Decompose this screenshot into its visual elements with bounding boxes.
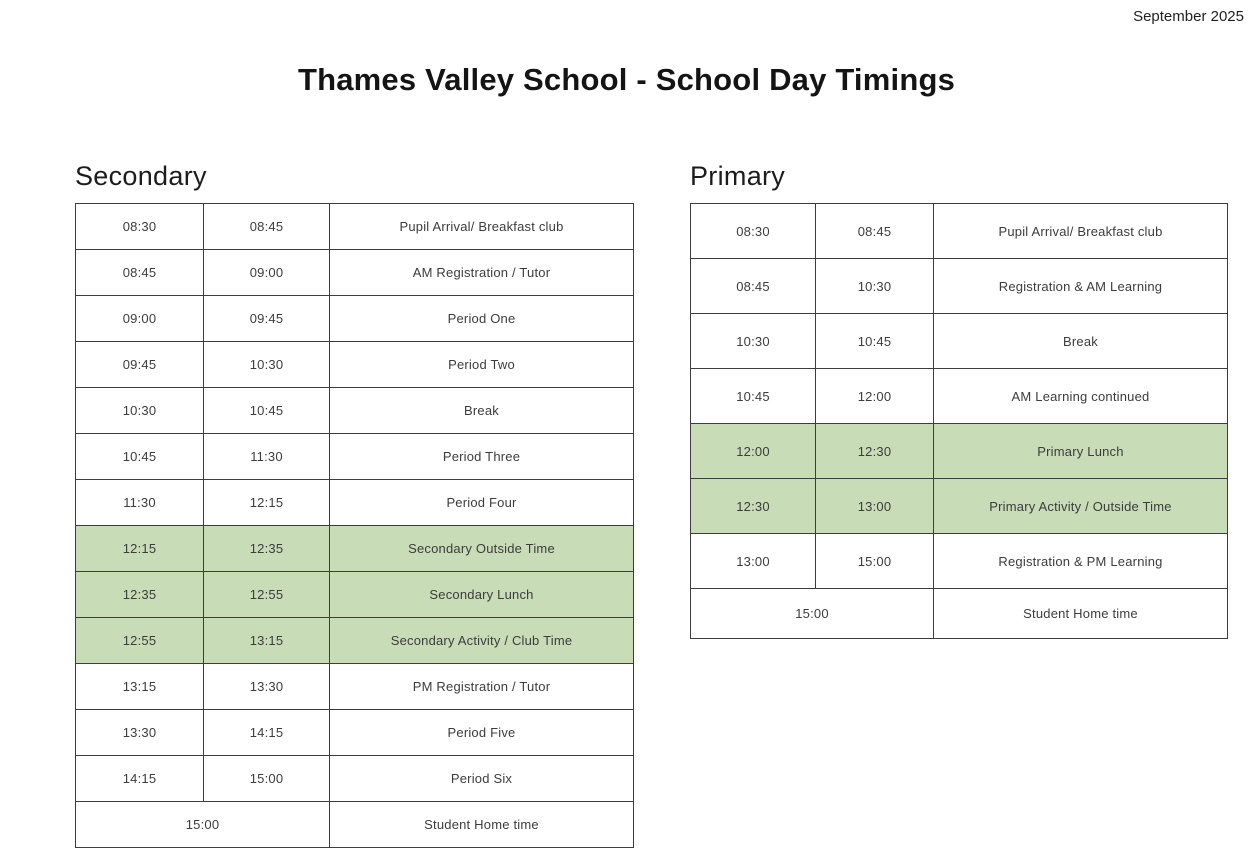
activity-cell: Period Five: [330, 710, 634, 756]
end-time-cell: 15:00: [816, 534, 934, 589]
end-time-cell: 10:45: [816, 314, 934, 369]
end-time-cell: 10:30: [816, 259, 934, 314]
end-time-cell: 08:45: [204, 204, 330, 250]
end-time-cell: 12:55: [204, 572, 330, 618]
table-row: [691, 204, 1228, 259]
activity-cell: Secondary Outside Time: [330, 526, 634, 572]
start-time-cell: 12:00: [691, 424, 816, 479]
start-time-cell: 13:30: [76, 710, 204, 756]
end-time-cell: 13:00: [816, 479, 934, 534]
secondary-heading: Secondary: [75, 161, 207, 191]
table-row: [691, 479, 1228, 534]
table-row: [76, 618, 634, 664]
timetable-primary: [690, 203, 1228, 639]
start-time-cell: 08:45: [691, 259, 816, 314]
page-title: Thames Valley School - School Day Timings: [297, 62, 956, 97]
table-row: [76, 204, 634, 250]
activity-cell: Student Home time: [330, 802, 634, 848]
table-row: [76, 250, 634, 296]
table-row: [76, 434, 634, 480]
start-time-cell: 14:15: [76, 756, 204, 802]
end-time-cell: 15:00: [204, 756, 330, 802]
activity-cell: Period Four: [330, 480, 634, 526]
activity-cell: AM Learning continued: [934, 369, 1228, 424]
start-time-cell: 08:45: [76, 250, 204, 296]
activity-cell: Pupil Arrival/ Breakfast club: [330, 204, 634, 250]
table-row: [691, 534, 1228, 589]
table-row: [76, 296, 634, 342]
table-row: [76, 388, 634, 434]
start-time-cell: 13:00: [691, 534, 816, 589]
activity-cell: Period Three: [330, 434, 634, 480]
activity-cell: Registration & PM Learning: [934, 534, 1228, 589]
end-time-cell: 09:00: [204, 250, 330, 296]
start-time-cell: 09:00: [76, 296, 204, 342]
start-time-cell: 12:15: [76, 526, 204, 572]
end-time-cell: 12:15: [204, 480, 330, 526]
section-primary: [690, 161, 1228, 639]
table-row: [76, 756, 634, 802]
start-time-cell: 08:30: [76, 204, 204, 250]
start-time-cell: 10:30: [76, 388, 204, 434]
activity-cell: Period Six: [330, 756, 634, 802]
start-time-cell: 12:30: [691, 479, 816, 534]
time-cell-merged: 15:00: [76, 802, 330, 848]
start-time-cell: 10:45: [76, 434, 204, 480]
end-time-cell: 12:30: [816, 424, 934, 479]
end-time-cell: 12:00: [816, 369, 934, 424]
activity-cell: Period Two: [330, 342, 634, 388]
table-row: [76, 802, 634, 848]
end-time-cell: 08:45: [816, 204, 934, 259]
activity-cell: Registration & AM Learning: [934, 259, 1228, 314]
activity-cell: Pupil Arrival/ Breakfast club: [934, 204, 1228, 259]
start-time-cell: 08:30: [691, 204, 816, 259]
table-row: [76, 480, 634, 526]
activity-cell: Break: [934, 314, 1228, 369]
start-time-cell: 12:35: [76, 572, 204, 618]
timetable-secondary-body: [76, 204, 634, 848]
table-row: [691, 589, 1228, 639]
start-time-cell: 12:55: [76, 618, 204, 664]
activity-cell: Student Home time: [934, 589, 1228, 639]
start-time-cell: 11:30: [76, 480, 204, 526]
end-time-cell: 10:30: [204, 342, 330, 388]
table-row: [691, 424, 1228, 479]
start-time-cell: 13:15: [76, 664, 204, 710]
activity-cell: Primary Activity / Outside Time: [934, 479, 1228, 534]
activity-cell: Period One: [330, 296, 634, 342]
end-time-cell: 13:30: [204, 664, 330, 710]
activity-cell: Break: [330, 388, 634, 434]
activity-cell: Secondary Lunch: [330, 572, 634, 618]
table-row: [76, 526, 634, 572]
timetable-secondary: [75, 203, 634, 848]
timetable-primary-body: [691, 204, 1228, 639]
table-row: [691, 314, 1228, 369]
end-time-cell: 11:30: [204, 434, 330, 480]
activity-cell: Primary Lunch: [934, 424, 1228, 479]
start-time-cell: 09:45: [76, 342, 204, 388]
end-time-cell: 13:15: [204, 618, 330, 664]
table-row: [691, 369, 1228, 424]
activity-cell: AM Registration / Tutor: [330, 250, 634, 296]
table-row: [76, 710, 634, 756]
activity-cell: PM Registration / Tutor: [330, 664, 634, 710]
table-row: [76, 572, 634, 618]
end-time-cell: 10:45: [204, 388, 330, 434]
start-time-cell: 10:30: [691, 314, 816, 369]
date-label: September 2025: [1133, 8, 1244, 25]
end-time-cell: 12:35: [204, 526, 330, 572]
table-row: [76, 342, 634, 388]
time-cell-merged: 15:00: [691, 589, 934, 639]
table-row: [691, 259, 1228, 314]
activity-cell: Secondary Activity / Club Time: [330, 618, 634, 664]
primary-heading: Primary: [690, 161, 786, 191]
end-time-cell: 09:45: [204, 296, 330, 342]
end-time-cell: 14:15: [204, 710, 330, 756]
section-secondary: [75, 161, 634, 848]
start-time-cell: 10:45: [691, 369, 816, 424]
table-row: [76, 664, 634, 710]
